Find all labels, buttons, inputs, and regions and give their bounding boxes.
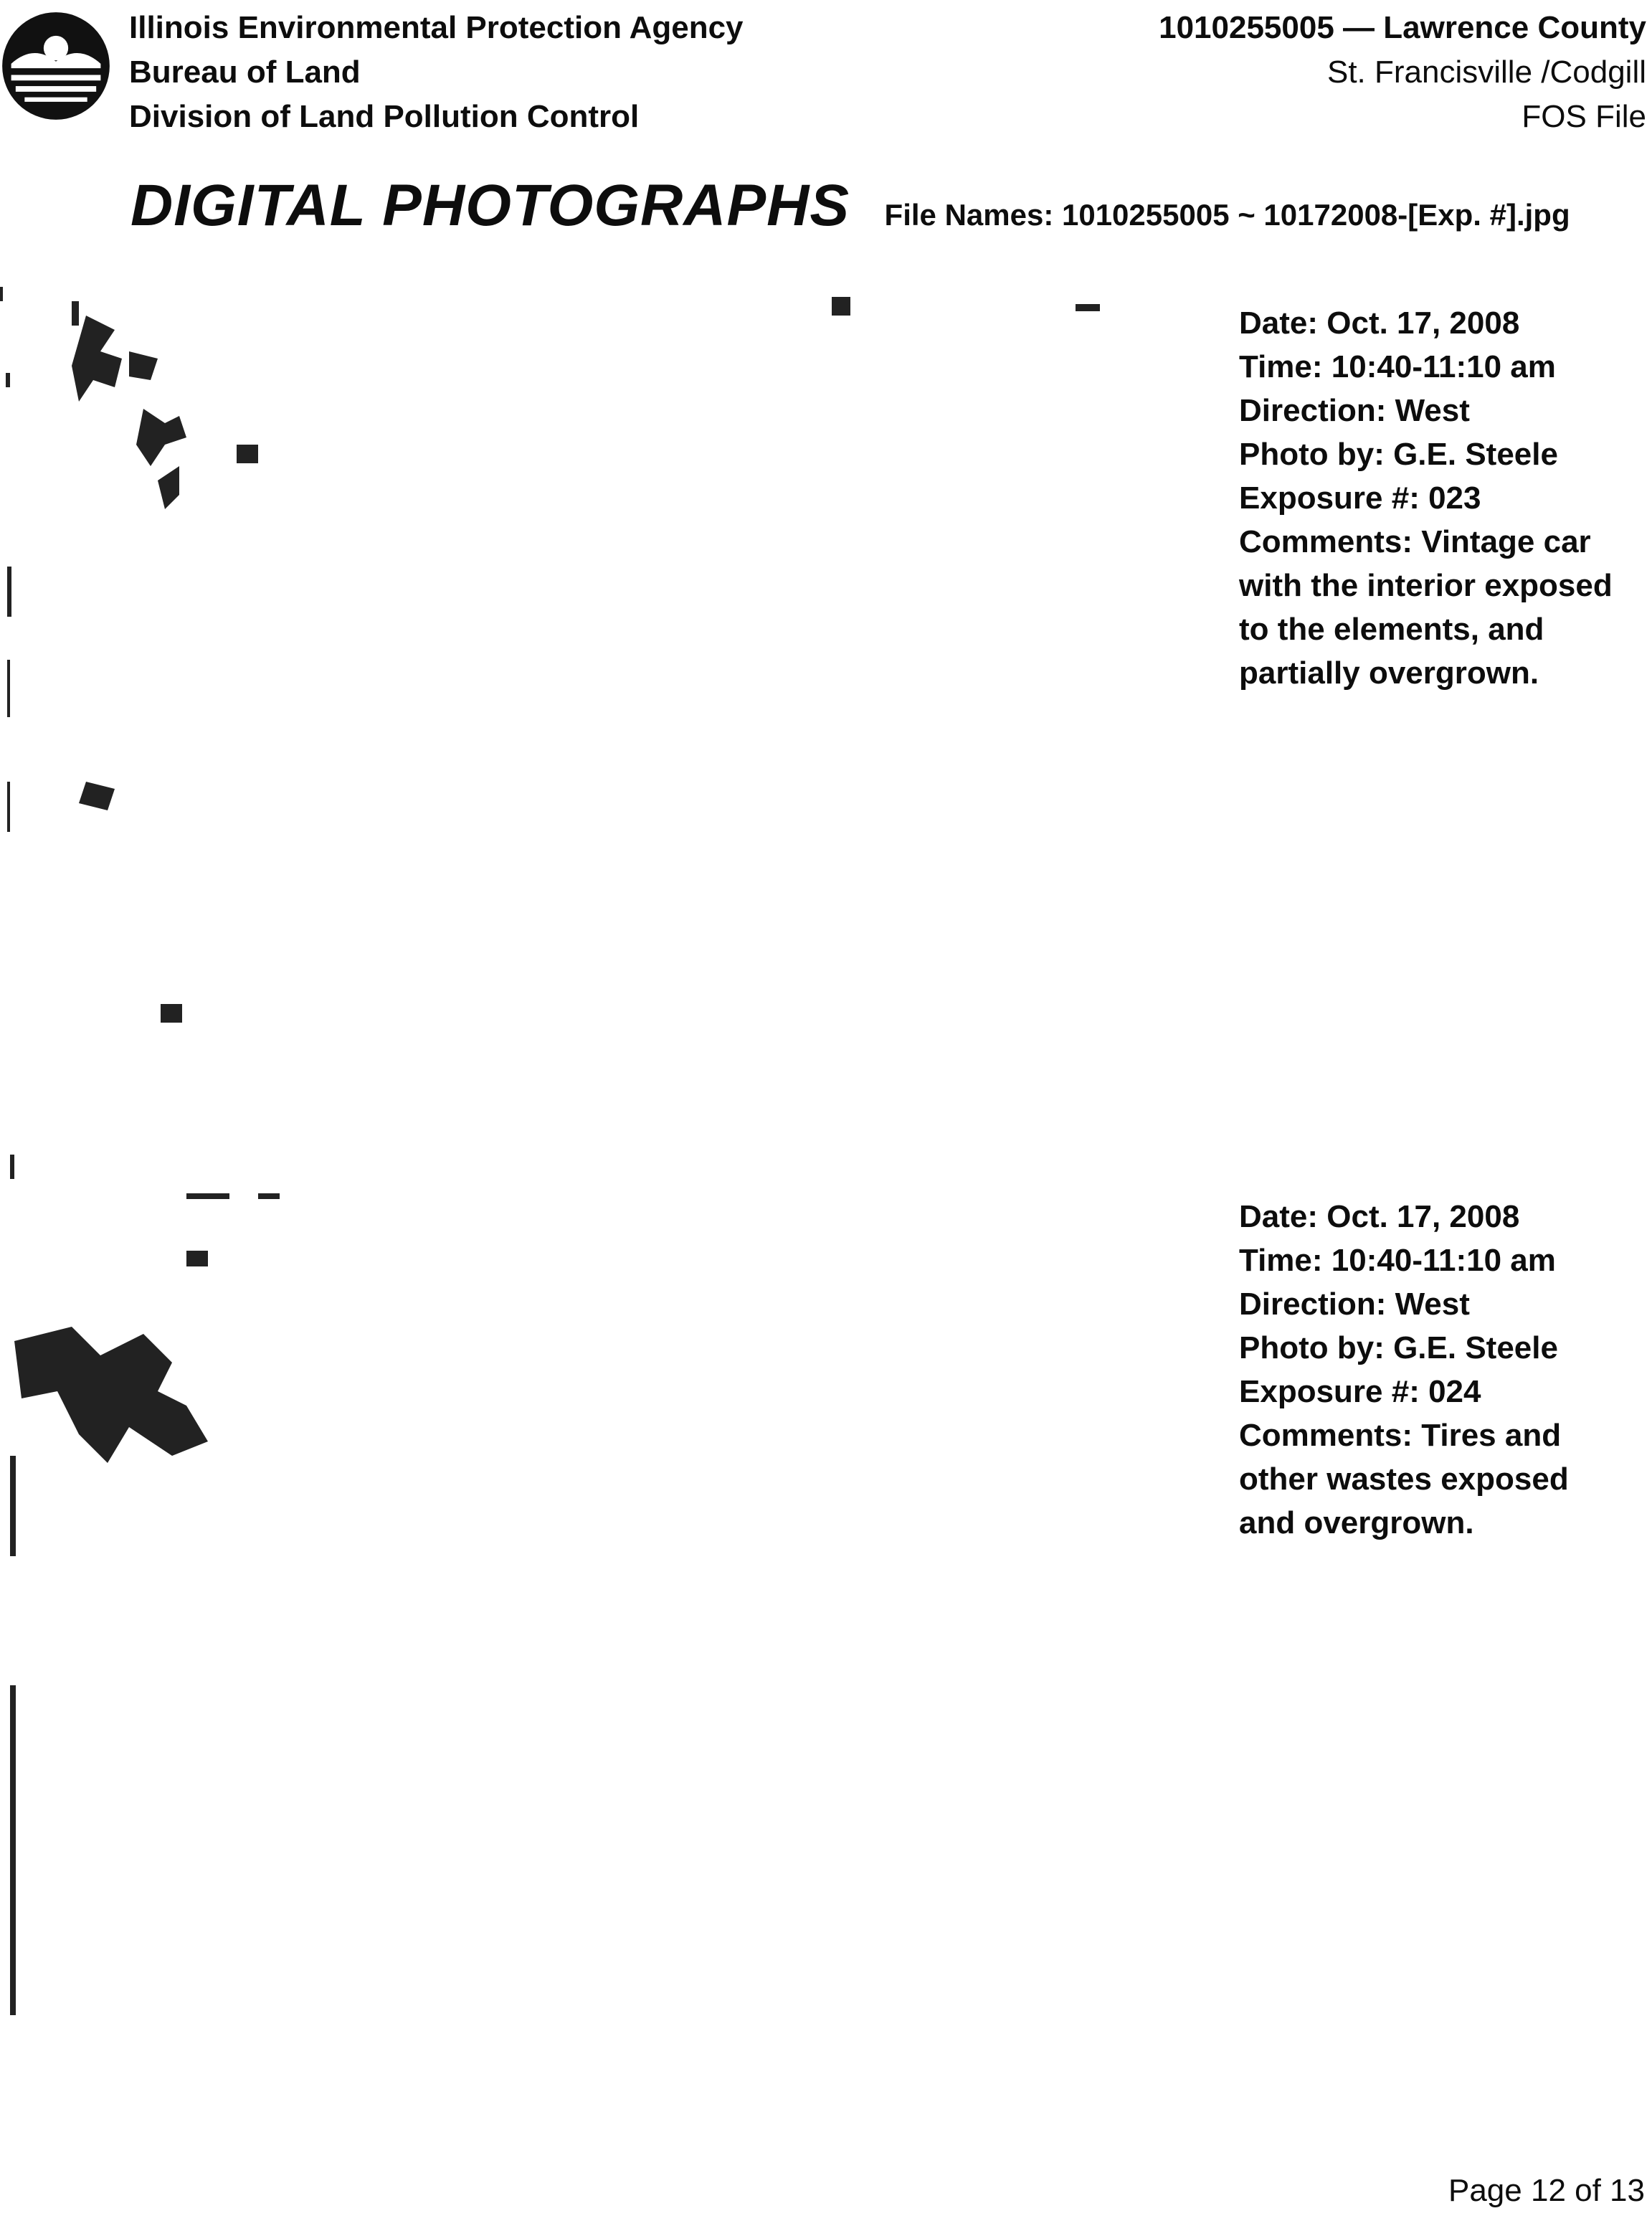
photo-comments (1239, 520, 1626, 695)
photo-date: Date: Oct. 17, 2008 (1239, 306, 1520, 341)
site-name: St. Francisville /Codgill (1326, 55, 1646, 90)
page-number: Page 12 of 13 (1448, 2173, 1645, 2208)
division-name: Division of Land Pollution Control (129, 99, 640, 134)
comments-text: Tires and other wastes exposed and overgrown. (1239, 1418, 1569, 1540)
photo-2-details (1239, 1195, 1626, 1545)
photo-1-details (1239, 301, 1626, 695)
photo-comments (1239, 1413, 1626, 1545)
file-names: File Names: 1010255005 ~ 10172008-[Exp. #].jpg (884, 198, 1570, 232)
photo-date: Date: Oct. 17, 2008 (1239, 1199, 1520, 1234)
title-row (130, 172, 1570, 240)
photo-time: Time: 10:40-11:10 am (1239, 349, 1556, 384)
file-type: FOS File (1522, 99, 1646, 134)
photo-exposure: Exposure #: 024 (1239, 1374, 1481, 1409)
illinois-epa-logo (0, 10, 112, 122)
photo-exposure-024 (0, 1155, 1162, 2087)
photo-by: Photo by: G.E. Steele (1239, 437, 1558, 472)
photo-exposure-023 (0, 287, 1162, 1155)
site-id-county: 1010255005 — Lawrence County (1159, 10, 1646, 45)
file-reference (1159, 6, 1646, 139)
comments-label: Comments: (1239, 1418, 1413, 1453)
comments-label: Comments: (1239, 524, 1413, 559)
page-title: DIGITAL PHOTOGRAPHS (130, 173, 850, 238)
agency-name: Illinois Environmental Protection Agency (129, 10, 744, 45)
photo-direction: Direction: West (1239, 1287, 1470, 1322)
agency-header (129, 6, 744, 139)
photo-time: Time: 10:40-11:10 am (1239, 1243, 1556, 1278)
photo-1-image (0, 287, 1162, 1155)
comments-text: Vintage car with the interior exposed to the elements, and partially overgrown. (1239, 524, 1613, 691)
bureau-name: Bureau of Land (129, 55, 361, 90)
photo-by: Photo by: G.E. Steele (1239, 1330, 1558, 1365)
photo-2-image (0, 1155, 1162, 2087)
photo-exposure: Exposure #: 023 (1239, 480, 1481, 516)
photo-direction: Direction: West (1239, 393, 1470, 428)
